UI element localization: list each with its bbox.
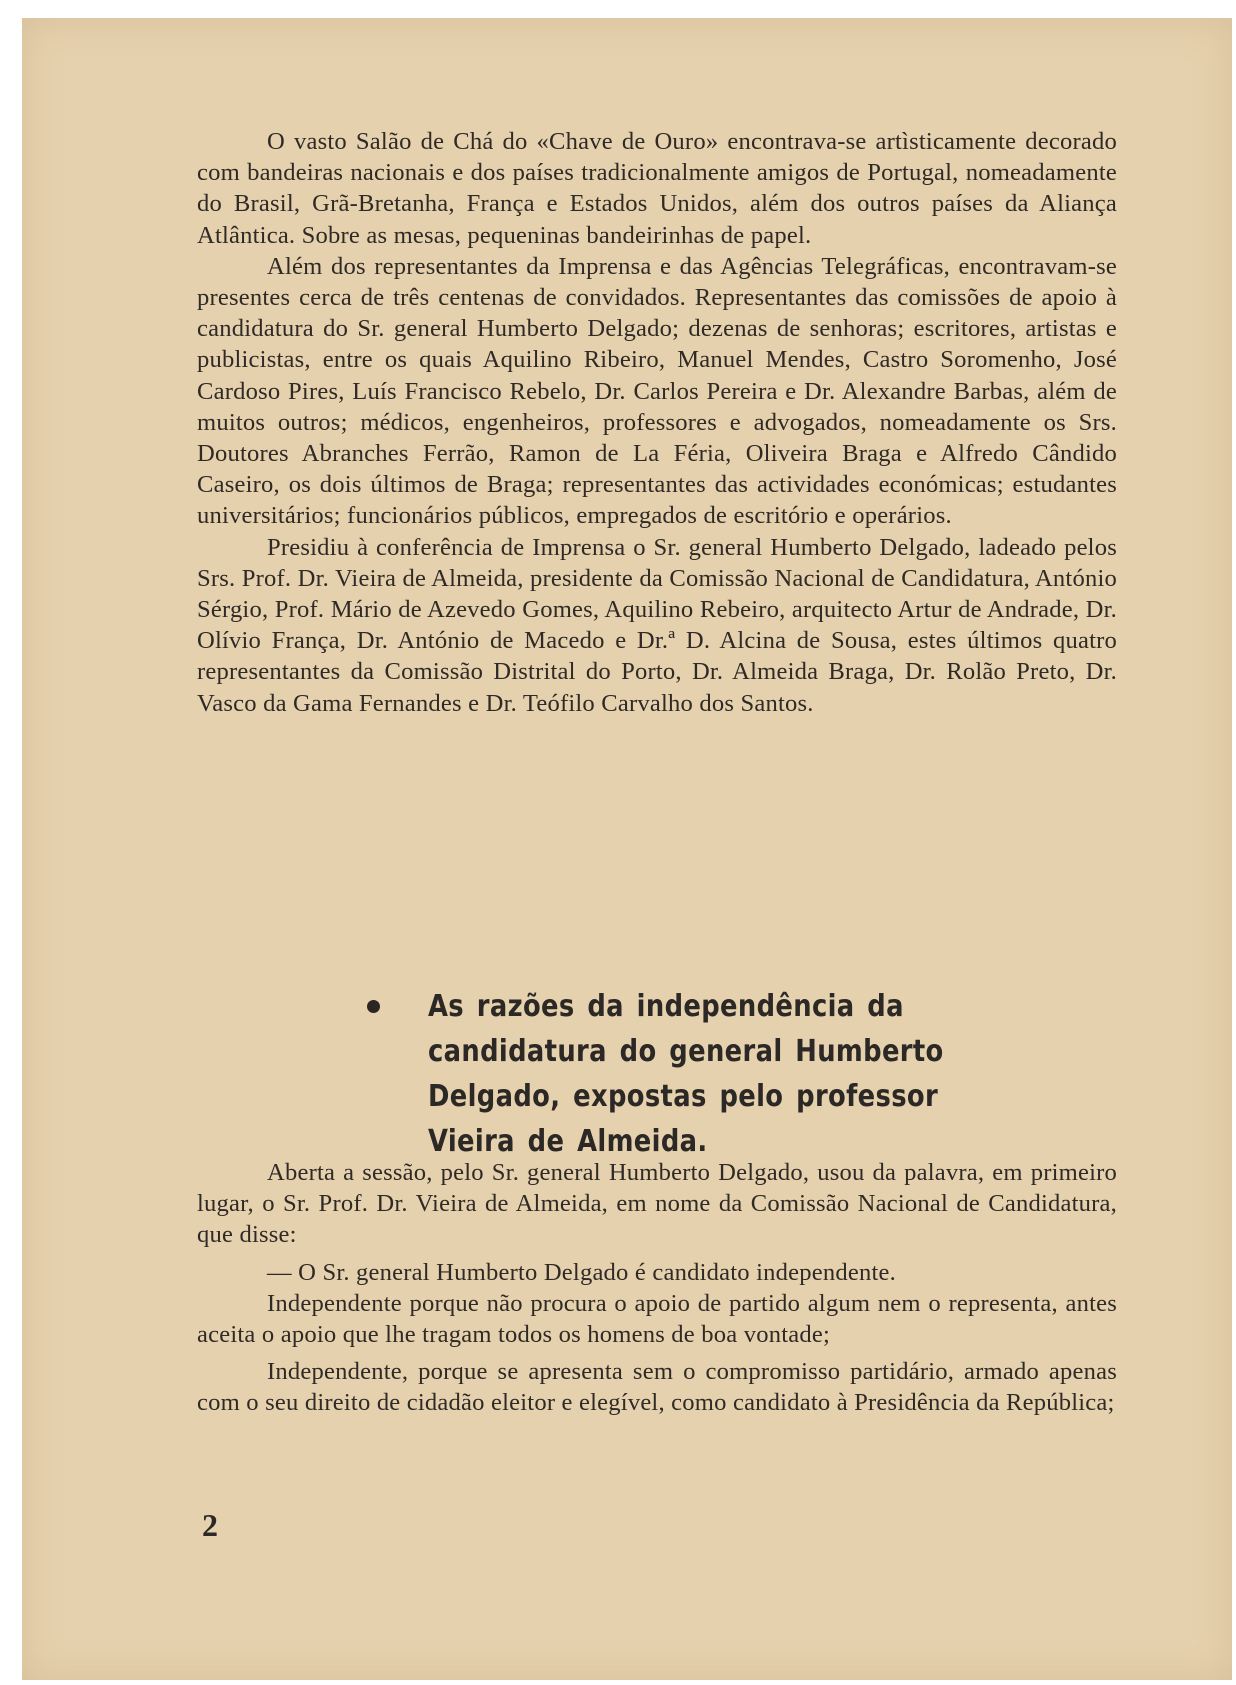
document-page xyxy=(22,18,1232,1680)
text-column-bottom xyxy=(197,1157,1117,1419)
page-number: 2 xyxy=(202,1507,218,1543)
paragraph-attendees: Além dos representantes da Imprensa e das Agências Telegráficas, encontravam-se presentes cerca de três centenas de convidados. Representantes das comissões de apoio à candidatura do Sr. general Humberto Delgado; dezenas de senhoras; escritores, artistas e publicistas, entre os quais Aquilino Ribeiro, Manuel Mendes, Castro Soromenho, José Cardoso Pires, Luís Francisco Rebelo, Dr. Carlos Pereira e Dr. Alexandre Barbas, além de muitos outros; médicos, engenheiros, professores e advogados, nomeadamente os Srs. Doutores Abranches Ferrão, Ramon de La Féria, Oliveira Braga e Alfredo Cândido Caseiro, os dois últimos de Braga; representantes das actividades económicas; estudantes universitários; funcionários públicos, empregados de escritório e operários. xyxy=(197,252,1117,530)
paragraph-independent-party: Independente porque não procura o apoio de partido algum nem o representa, antes aceita o apoio que lhe tragam todos os homens de boa vontade; xyxy=(197,1289,1117,1349)
bullet-icon xyxy=(367,1000,380,1013)
text-column-top xyxy=(197,126,1117,719)
paragraph-presiding: Presidiu à conferência de Imprensa o Sr. general Humberto Delgado, ladeado pelos Srs. Prof. Dr. Vieira de Almeida, presidente da Comissão Nacional de Candidatura, António Sérgio, Prof. Mário de Azevedo Gomes, Aquilino Rebeiro, arquitecto Artur de Andrade, Dr. Olívio França, Dr. António de Macedo e Dr.ª D. Alcina de Sousa, estes últimos quatro representantes da Comissão Distrital do Porto, Dr. Almeida Braga, Dr. Rolão Preto, Dr. Vasco da Gama Fernandes e Dr. Teófilo Carvalho dos Santos. xyxy=(197,533,1117,717)
paragraph-salon-decoration: O vasto Salão de Chá do «Chave de Ouro» encontrava-se artìsticamente decorado com bandeiras nacionais e dos países tradicionalmente amigos de Portugal, nomeadamente do Brasil, Grã-Bretanha, França e Estados Unidos, além dos outros países da Aliança Atlântica. Sobre as mesas, pequeninas bandeirinhas de papel. xyxy=(197,128,1117,249)
paragraph-independent-candidate: — O Sr. general Humberto Delgado é candidato independente. xyxy=(267,1258,896,1286)
paragraph-session-opening: Aberta a sessão, pelo Sr. general Humberto Delgado, usou da palavra, em primeiro lugar, o Sr. Prof. Dr. Vieira de Almeida, em nome da Comissão Nacional de Candidatura, que disse: xyxy=(197,1159,1117,1249)
paragraph-independent-commitment: Independente, porque se apresenta sem o compromisso partidário, armado apenas com o seu direito de cidadão eleitor e elegível, como candidato à Presidência da República; xyxy=(197,1358,1117,1417)
section-heading: As razões da independência da candidatura do general Humberto Delgado, expostas pelo professor Vieira de Almeida. xyxy=(428,989,944,1159)
